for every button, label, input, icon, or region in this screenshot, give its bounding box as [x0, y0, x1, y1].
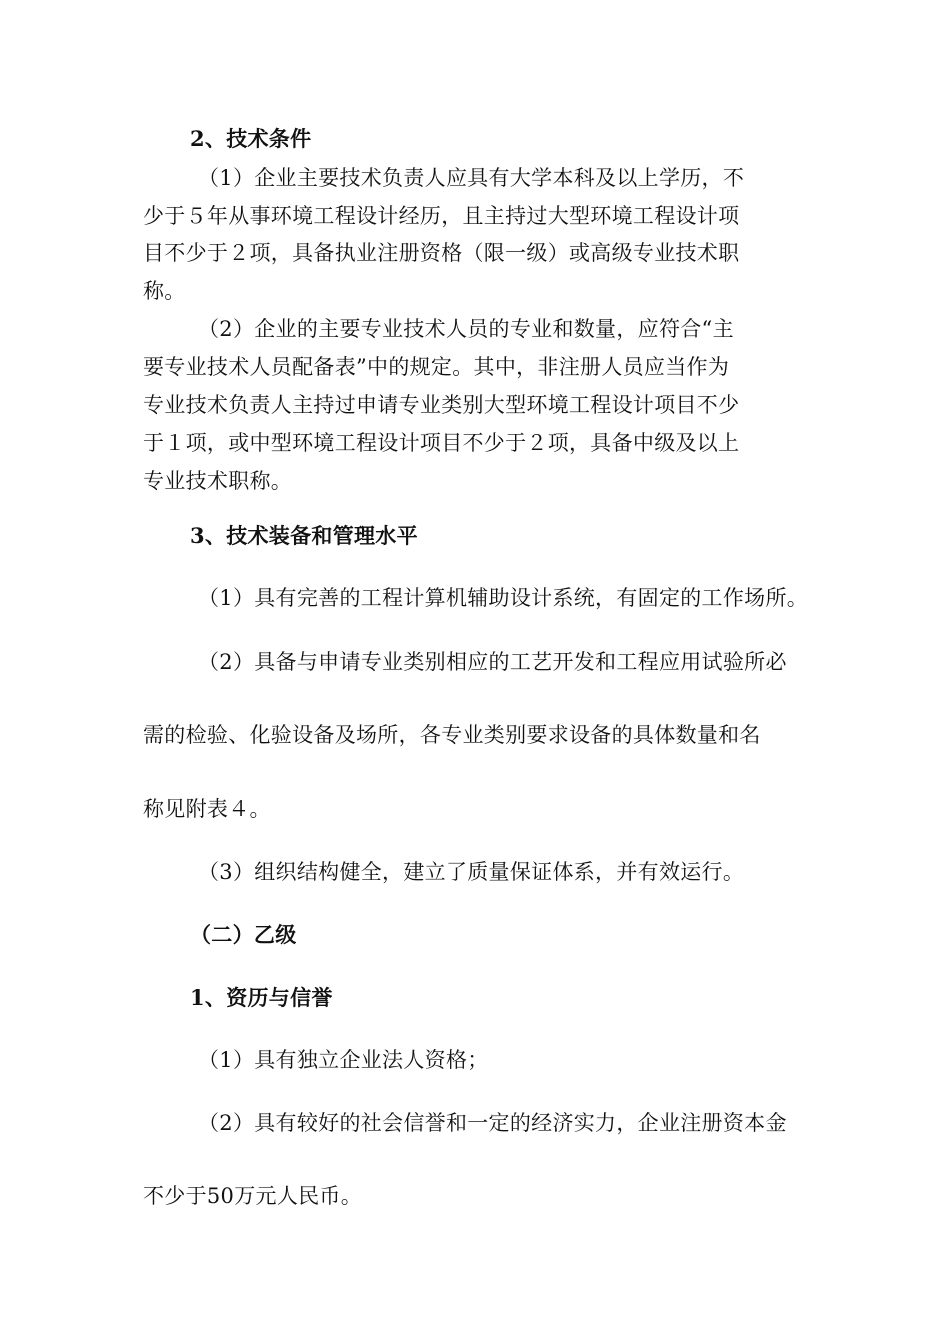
tech-item2-line3: 专业技术负责人主持过申请专业类别大型环境工程设计项目不少 — [143, 393, 740, 417]
grade-b-item2-line2: 不少于50万元人民币。 — [143, 1184, 363, 1208]
tech-item2-line1: （2）企业的主要专业技术人员的专业和数量，应符合“主 — [198, 317, 734, 341]
grade-b-item2-line1: （2）具有较好的社会信誉和一定的经济实力，企业注册资本金 — [198, 1111, 787, 1135]
tech-item1-line1: （1）企业主要技术负责人应具有大学本科及以上学历，不 — [198, 166, 745, 190]
tech-item2-line4: 于１项，或中型环境工程设计项目不少于２项，具备中级及以上 — [143, 431, 740, 455]
tech-item1-line4: 称。 — [143, 279, 186, 303]
equipment-item1: （1）具有完善的工程计算机辅助设计系统，有固定的工作场所。 — [198, 586, 809, 610]
equipment-item2-line1: （2）具备与申请专业类别相应的工艺开发和工程应用试验所必 — [198, 650, 787, 674]
tech-item2-line2: 要专业技术人员配备表”中的规定。其中，非注册人员应当作为 — [143, 355, 730, 379]
equipment-item3: （3）组织结构健全，建立了质量保证体系，并有效运行。 — [198, 860, 745, 884]
section-heading-equipment: 3、技术装备和管理水平 — [190, 523, 418, 548]
tech-item2-line5: 专业技术职称。 — [143, 469, 293, 493]
tech-item1-line2: 少于５年从事环境工程设计经历，且主持过大型环境工程设计项 — [143, 204, 740, 228]
tech-item1-line3: 目不少于２项，具备执业注册资格（限一级）或高级专业技术职 — [143, 241, 740, 265]
section-heading-grade-b: （二）乙级 — [190, 922, 297, 947]
sub-heading-qualification: 1、资历与信誉 — [190, 985, 333, 1010]
grade-b-item1: （1）具有独立企业法人资格； — [198, 1048, 489, 1072]
equipment-item2-line2: 需的检验、化验设备及场所，各专业类别要求设备的具体数量和名 — [143, 723, 761, 747]
equipment-item2-line3: 称见附表４。 — [143, 797, 271, 821]
section-heading-tech-conditions: 2、技术条件 — [190, 126, 312, 151]
